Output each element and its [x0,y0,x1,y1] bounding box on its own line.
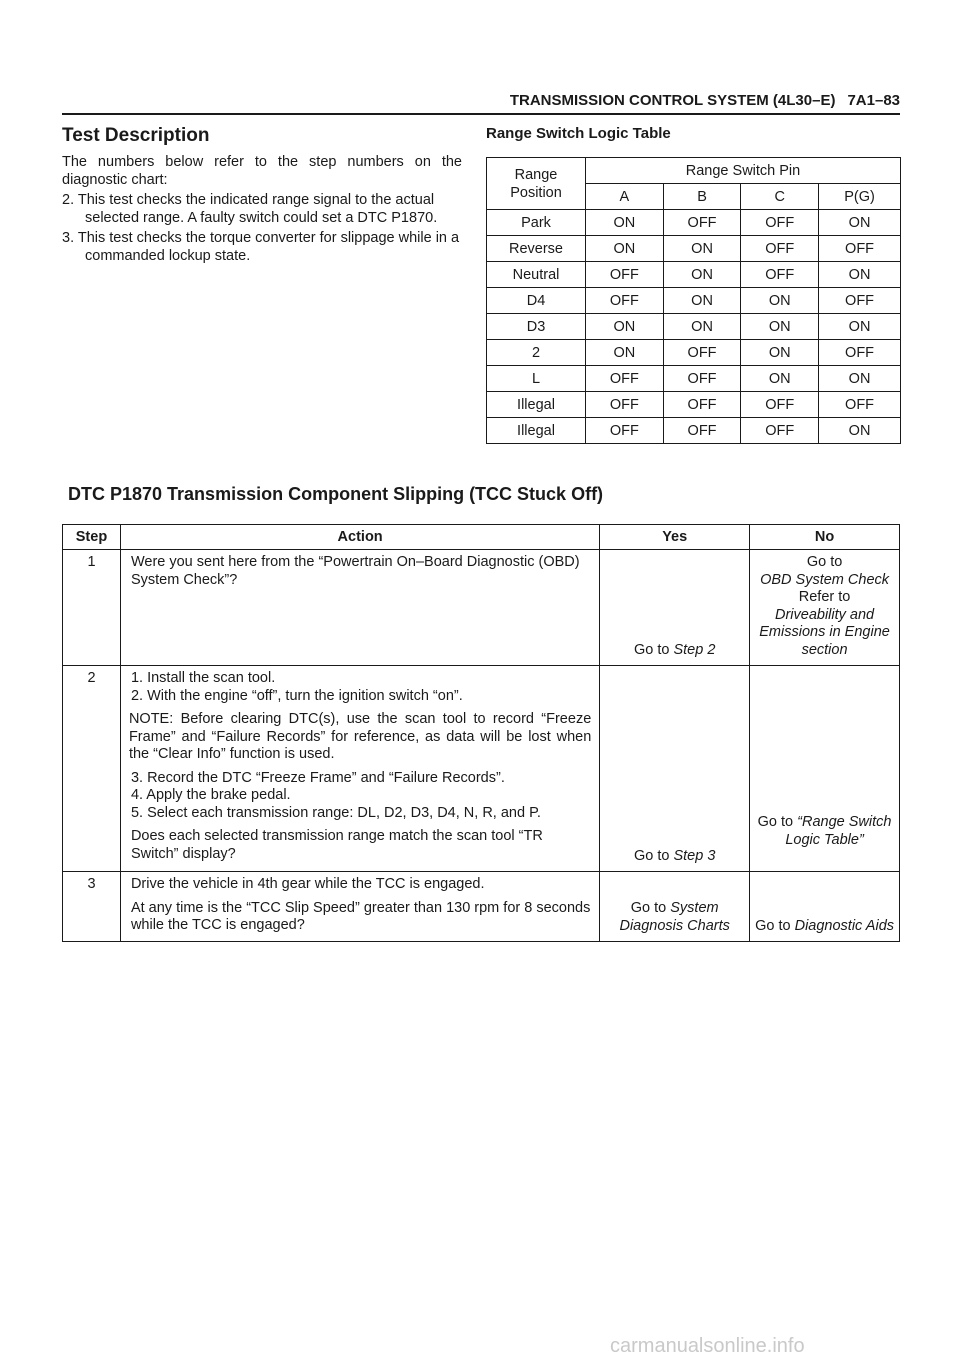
step-action [120,872,599,942]
col-action: Action [120,525,599,550]
list-item: 2. With the engine “off”, turn the ignition switch “on”. [130,687,463,704]
range-position-cell: 2 [487,340,586,366]
range-position-header: Range Position [487,158,586,210]
refer-to-label: Refer to [798,589,851,605]
pin-state-cell: OFF [663,418,741,444]
pin-header: A [586,184,664,210]
yes-target: System Diagnosis Charts [619,900,730,934]
pin-header: B [663,184,741,210]
table-row [63,666,900,872]
test-description [62,124,462,267]
go-to-label: Go to [755,917,791,934]
pin-state-cell: OFF [586,288,664,314]
pin-header: P(G) [819,184,901,210]
go-to-label: Go to [633,641,670,658]
pin-state-cell: OFF [586,366,664,392]
pin-state-cell: ON [586,210,664,236]
dtc-title: DTC P1870 Transmission Component Slipping (TCC Stuck Off) [68,484,604,504]
table-row [63,872,900,942]
range-position-cell: D4 [487,288,586,314]
range-table-heading: Range Switch Logic Table [486,125,671,142]
pin-state-cell: OFF [819,392,901,418]
list-item: 4. Apply the brake pedal. [130,787,291,803]
pin-state-cell: OFF [586,418,664,444]
pin-state-cell: ON [819,262,901,288]
pin-state-cell: OFF [741,210,819,236]
range-position-cell: Neutral [487,262,586,288]
range-switch-section [486,124,901,444]
step-number: 1 [63,550,121,666]
pin-state-cell: OFF [663,392,741,418]
no-cell [750,872,900,942]
step-action [120,666,599,872]
header-rule [62,113,900,115]
pin-state-cell: ON [741,314,819,340]
pin-state-cell: OFF [586,262,664,288]
step-action [120,550,599,666]
pin-state-cell: OFF [663,340,741,366]
pin-state-cell: OFF [741,262,819,288]
pin-state-cell: OFF [741,418,819,444]
range-position-cell: D3 [487,314,586,340]
pin-state-cell: OFF [819,288,901,314]
step-number: 2 [63,666,121,872]
pin-state-cell: ON [741,340,819,366]
table-row [487,392,901,418]
pin-state-cell: ON [586,236,664,262]
action-text: Were you sent here from the “Powertrain On–Board Diagnostic (OBD) System Check”? [130,554,580,588]
test-description-item: 2. This test checks the indicated range signal to the actual selected range. A faulty switch could set a DTC P1870. [62,192,438,226]
list-item: 3. Record the DTC “Freeze Frame” and “Failure Records”. [130,769,505,786]
pin-state-cell: OFF [663,210,741,236]
pin-state-cell: ON [586,340,664,366]
col-step: Step [63,525,121,550]
go-to-label: Go to [633,847,670,864]
note-text: NOTE: Before clearing DTC(s), use the scan tool to record “Freeze Frame” and “Failure Records” for reference, as data will be lost when the “Clear Info” function is used. [128,711,592,762]
pin-state-cell: OFF [819,340,901,366]
range-position-cell: Illegal [487,418,586,444]
table-row [487,262,901,288]
step-number: 3 [63,872,121,942]
test-description-item: 3. This test checks the torque converter for slippage while in a commanded lockup state. [62,230,460,264]
table-row [487,288,901,314]
pin-state-cell: ON [663,314,741,340]
range-position-cell: Park [487,210,586,236]
page-number: 7A1–83 [847,92,900,109]
table-row [487,210,901,236]
list-item: 1. Install the scan tool. [130,670,276,686]
pin-state-cell: ON [741,366,819,392]
range-table-body [487,210,901,444]
pin-state-cell: OFF [741,392,819,418]
range-switch-pin-header: Range Switch Pin [586,158,901,184]
no-target: OBD System Check [760,571,890,588]
section-title: TRANSMISSION CONTROL SYSTEM (4L30–E) [509,92,836,109]
go-to-label: Go to [806,554,843,570]
test-description-intro: The numbers below refer to the step numbers on the diagnostic chart: [62,154,462,188]
range-switch-table [486,157,901,444]
no-target: “Range Switch Logic Table” [785,814,892,848]
instruction-list [131,770,591,823]
pin-state-cell: ON [663,262,741,288]
pin-state-cell: ON [819,366,901,392]
pin-state-cell: ON [586,314,664,340]
table-row [487,366,901,392]
table-row [487,340,901,366]
watermark: carmanualsonline.info [610,1335,805,1357]
pin-state-cell: ON [741,288,819,314]
yes-cell [600,666,750,872]
no-reference: Driveability and Emissions in Engine section [759,606,890,658]
range-position-cell: Illegal [487,392,586,418]
pin-state-cell: OFF [586,392,664,418]
pin-state-cell: ON [819,210,901,236]
pin-state-cell: OFF [663,366,741,392]
yes-cell [600,550,750,666]
pin-state-cell: OFF [819,236,901,262]
go-to-label: Go to [630,900,667,916]
yes-target: Step 2 [673,641,716,658]
pin-header: C [741,184,819,210]
pin-state-cell: ON [663,236,741,262]
table-row [63,550,900,666]
no-cell [750,666,900,872]
question-text: Does each selected transmission range match the scan tool “TR Switch” display? [130,828,543,862]
table-row [487,236,901,262]
range-position-cell: L [487,366,586,392]
test-description-heading: Test Description [62,125,210,146]
action-text: Drive the vehicle in 4th gear while the TCC is engaged. [130,876,485,892]
no-cell [750,550,900,666]
yes-cell [600,872,750,942]
table-row [487,314,901,340]
pin-state-cell: OFF [741,236,819,262]
page-header [62,92,900,110]
instruction-list [131,670,591,705]
range-position-cell: Reverse [487,236,586,262]
table-row [487,418,901,444]
pin-state-cell: ON [819,314,901,340]
col-yes: Yes [600,525,750,550]
pin-state-cell: ON [819,418,901,444]
no-target: Diagnostic Aids [794,917,895,934]
pin-state-cell: ON [663,288,741,314]
yes-target: Step 3 [673,847,716,864]
col-no: No [750,525,900,550]
dtc-table [62,524,900,942]
question-text: At any time is the “TCC Slip Speed” greater than 130 rpm for 8 seconds while the TCC is engaged? [130,899,591,933]
go-to-label: Go to [757,814,794,830]
list-item: 5. Select each transmission range: DL, D2, D3, D4, N, R, and P. [130,804,541,821]
